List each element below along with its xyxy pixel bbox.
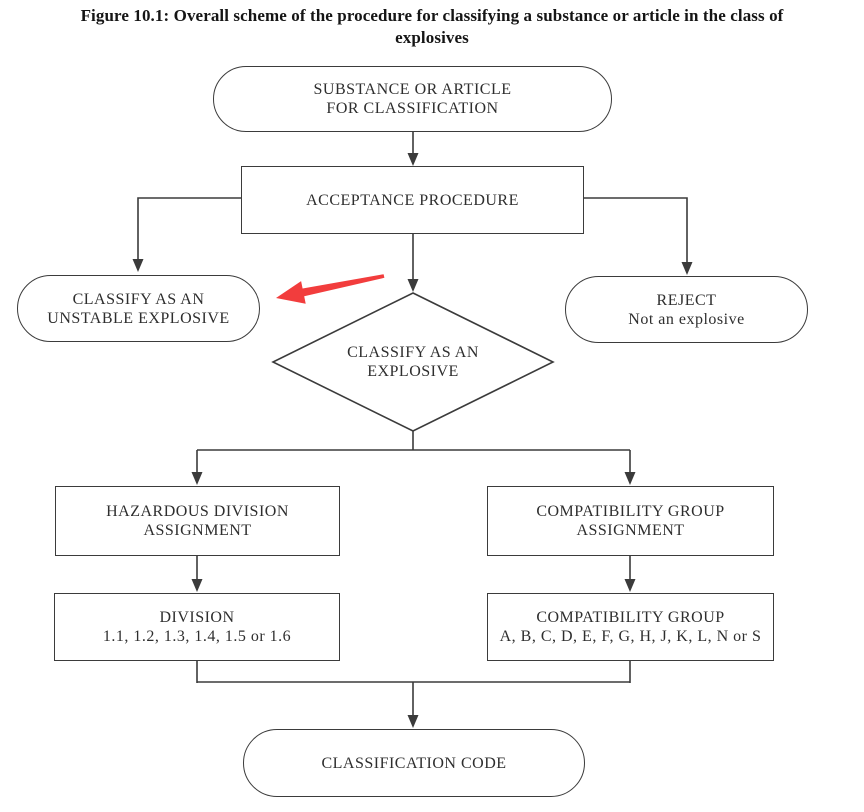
node-compatibility-group-assignment bbox=[487, 486, 774, 556]
node-label-line: CLASSIFY AS AN bbox=[347, 344, 479, 361]
node-division bbox=[54, 593, 340, 661]
node-classification-code bbox=[243, 729, 585, 797]
node-label-line: DIVISION bbox=[159, 609, 235, 626]
arrowhead-icon bbox=[408, 279, 419, 292]
node-acceptance-procedure bbox=[241, 166, 584, 234]
node-label-line: ACCEPTANCE PROCEDURE bbox=[306, 191, 519, 209]
arrowhead-icon bbox=[192, 579, 203, 592]
node-label-line: COMPATIBILITY GROUP bbox=[536, 609, 725, 626]
node-label-line: ASSIGNMENT bbox=[143, 522, 252, 539]
connector-acceptance-to-reject bbox=[584, 198, 687, 263]
figure-title-line1: Figure 10.1: Overall scheme of the procedure for classifying a substance or article in the class of bbox=[80, 6, 784, 25]
node-substance-or-article bbox=[213, 66, 612, 132]
arrowhead-icon bbox=[682, 262, 693, 275]
node-label-line: ASSIGNMENT bbox=[576, 522, 685, 539]
node-classify-unstable-explosive bbox=[17, 275, 260, 342]
node-label-line: COMPATIBILITY GROUP bbox=[536, 503, 725, 520]
connector-acceptance-to-unstable bbox=[138, 198, 241, 260]
node-label-line: REJECT bbox=[656, 291, 717, 309]
node-label-line: A, B, C, D, E, F, G, H, J, K, L, N or S bbox=[499, 628, 762, 645]
arrowhead-icon bbox=[625, 472, 636, 485]
node-label-line: CLASSIFICATION CODE bbox=[321, 754, 507, 772]
node-label-line: Not an explosive bbox=[628, 310, 745, 328]
arrowhead-icon bbox=[408, 153, 419, 166]
arrowhead-icon bbox=[192, 472, 203, 485]
node-label-line: HAZARDOUS DIVISION bbox=[106, 503, 289, 520]
node-label-line: EXPLOSIVE bbox=[367, 363, 459, 380]
node-reject bbox=[565, 276, 808, 343]
node-label-line: FOR CLASSIFICATION bbox=[326, 100, 499, 117]
arrowhead-icon bbox=[625, 579, 636, 592]
node-label-line: UNSTABLE EXPLOSIVE bbox=[47, 309, 230, 327]
node-label-line: 1.1, 1.2, 1.3, 1.4, 1.5 or 1.6 bbox=[102, 628, 292, 645]
node-compatibility-group bbox=[487, 593, 774, 661]
figure-title-line2: explosives bbox=[395, 28, 469, 47]
node-classify-as-explosive-decision bbox=[293, 324, 533, 400]
node-label-line: CLASSIFY AS AN bbox=[72, 290, 205, 308]
node-label-line: SUBSTANCE OR ARTICLE bbox=[313, 81, 512, 98]
arrowhead-icon bbox=[133, 259, 144, 272]
arrowhead-icon bbox=[408, 715, 419, 728]
node-hazardous-division-assignment bbox=[55, 486, 340, 556]
